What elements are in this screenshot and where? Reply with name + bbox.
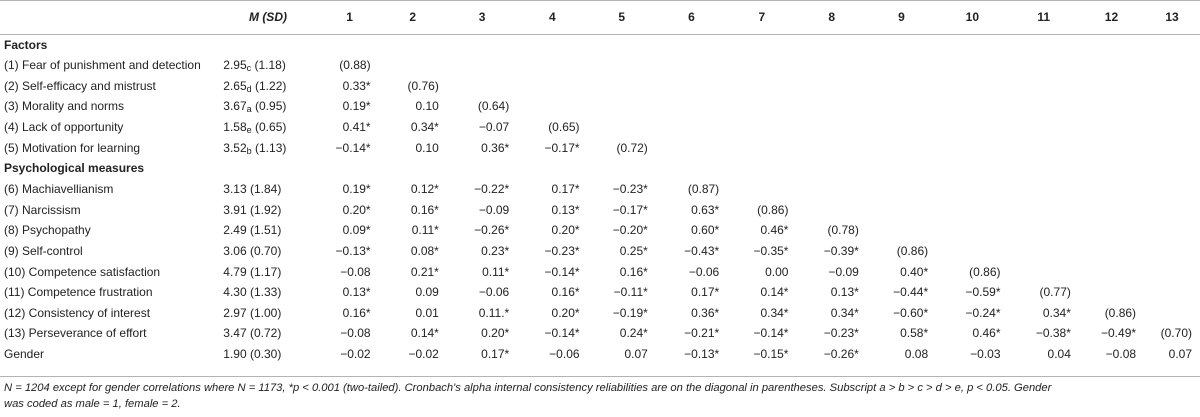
- correlation-cell: 0.16*: [551, 285, 580, 300]
- correlation-cell: [1144, 200, 1200, 221]
- row-mean-sd: [219, 241, 320, 262]
- correlation-cell: −0.23*: [544, 244, 580, 259]
- correlation-cell: [936, 55, 1008, 76]
- row-mean-subscript: e: [246, 125, 252, 136]
- correlation-cell: −0.26*: [474, 223, 510, 238]
- header-col-7: 7: [758, 10, 766, 24]
- correlation-cell: −0.08: [1105, 347, 1137, 362]
- table-row: [0, 179, 1200, 200]
- correlation-cell: [1144, 220, 1200, 241]
- header-col-11: 11: [1037, 10, 1051, 24]
- correlation-cell: −0.11*: [613, 285, 648, 300]
- header-col-4: 4: [549, 10, 556, 24]
- section-heading-psych: Psychological measures: [4, 161, 145, 176]
- correlation-cell: 0.16*: [619, 264, 648, 279]
- correlation-cell: 0.46*: [972, 326, 1001, 341]
- correlation-cell: −0.60*: [893, 305, 929, 320]
- correlation-cell: [796, 96, 866, 117]
- header-col-10: 10: [965, 10, 979, 24]
- header-col-2: 2: [409, 10, 417, 24]
- correlation-cell: [867, 137, 936, 158]
- correlation-cell: [1079, 220, 1144, 241]
- row-mean: 1.90: [223, 347, 247, 362]
- correlation-cell: 0.41*: [342, 120, 371, 135]
- correlation-cell: 0.09*: [342, 223, 371, 238]
- correlation-cell: 0.04: [1047, 347, 1071, 362]
- correlation-cell: 0.17*: [481, 347, 510, 362]
- row-mean: 2.95: [223, 58, 247, 73]
- row-label: (13) Perseverance of effort: [4, 326, 147, 341]
- correlation-cell: 0.00: [765, 264, 789, 279]
- correlation-cell: [1009, 200, 1079, 221]
- correlation-cell: (0.86): [896, 244, 929, 259]
- row-mean: 3.06: [223, 244, 247, 259]
- row-sd: (0.70): [250, 244, 282, 259]
- correlation-cell: 0.01: [415, 305, 439, 320]
- correlation-cell: −0.24*: [965, 305, 1001, 320]
- row-sd: (1.17): [250, 264, 282, 279]
- correlation-cell: [1009, 137, 1079, 158]
- correlation-cell: 0.33*: [342, 78, 371, 93]
- correlation-cell: [1009, 179, 1079, 200]
- correlation-cell: [867, 200, 936, 221]
- correlation-cell: (0.87): [687, 182, 720, 197]
- table-row: [0, 261, 1200, 282]
- row-mean-sd: [219, 179, 320, 200]
- table-row: [0, 323, 1200, 344]
- correlation-cell: [1144, 96, 1200, 117]
- correlation-cell: −0.22*: [474, 182, 510, 197]
- correlation-cell: −0.14*: [335, 140, 371, 155]
- row-mean-sd: [219, 344, 320, 365]
- header-col-6: 6: [688, 10, 695, 24]
- correlation-cell: −0.59*: [965, 285, 1001, 300]
- row-sd: (1.00): [250, 305, 282, 320]
- correlation-cell: 0.36*: [691, 305, 720, 320]
- row-label: (7) Narcissism: [4, 202, 81, 217]
- row-sd: (1.22): [255, 78, 287, 93]
- row-mean: 3.91: [223, 202, 247, 217]
- header-col-1: 1: [346, 10, 353, 24]
- correlation-cell: −0.23*: [823, 326, 859, 341]
- row-sd: (0.95): [255, 99, 287, 114]
- table-row: [0, 96, 1200, 117]
- correlation-cell: [656, 137, 727, 158]
- footnote-line-2: was coded as male = 1, female = 2.: [4, 398, 181, 410]
- correlation-cell: 0.46*: [760, 223, 789, 238]
- correlation-cell: [867, 179, 936, 200]
- correlation-cell: [936, 137, 1008, 158]
- table-row: [0, 220, 1200, 241]
- correlation-cell: −0.13*: [335, 244, 371, 259]
- correlation-cell: [1144, 137, 1200, 158]
- correlation-cell: 0.16*: [342, 305, 371, 320]
- correlation-cell: −0.09: [478, 202, 510, 217]
- row-mean: 3.52: [223, 140, 247, 155]
- correlation-cell: [796, 137, 866, 158]
- row-label: Gender: [4, 347, 45, 362]
- correlation-cell: 0.24*: [619, 326, 648, 341]
- correlation-cell: [1079, 261, 1144, 282]
- correlation-cell: 0.19*: [342, 182, 371, 197]
- correlation-cell: 0.20*: [481, 326, 510, 341]
- correlation-cell: 0.23*: [481, 244, 510, 259]
- correlation-cell: [1144, 282, 1200, 303]
- correlation-cell: 0.40*: [900, 264, 929, 279]
- correlation-cell: [796, 117, 866, 138]
- correlation-cell: (0.86): [969, 264, 1001, 279]
- correlation-cell: [727, 179, 796, 200]
- correlation-cell: 0.13*: [342, 285, 371, 300]
- correlation-cell: [1009, 117, 1079, 138]
- table-row: [0, 241, 1200, 262]
- correlation-cell: [727, 55, 796, 76]
- table-row: [0, 55, 1200, 76]
- correlation-cell: [656, 76, 727, 97]
- row-mean-sd: [219, 55, 320, 76]
- correlation-cell: [1144, 303, 1200, 324]
- correlation-cell: [447, 55, 517, 76]
- correlation-cell: 0.34*: [410, 120, 439, 135]
- correlation-cell: [656, 96, 727, 117]
- footnote-line-1: N = 1204 except for gender correlations where N = 1173, *p < 0.001 (two-tailed). Cronbach's alpha internal consistency reliabilities are on the diagonal in parentheses. Subscript a > b > c > d > e, p < 0.05. Gender: [4, 382, 1052, 394]
- table-row: [0, 282, 1200, 303]
- correlation-cell: [1144, 76, 1200, 97]
- correlation-cell: [1144, 117, 1200, 138]
- row-label: (12) Consistency of interest: [4, 305, 151, 320]
- correlation-cell: [1009, 96, 1079, 117]
- correlation-cell: −0.26*: [823, 347, 859, 362]
- row-label: (3) Morality and norms: [4, 99, 125, 114]
- row-mean-subscript: b: [246, 145, 252, 156]
- correlation-cell: [1079, 117, 1144, 138]
- header-col-5: 5: [618, 10, 626, 24]
- correlation-cell: −0.20*: [612, 223, 648, 238]
- correlation-cell: 0.16*: [410, 202, 439, 217]
- correlation-cell: 0.14*: [410, 326, 439, 341]
- correlation-cell: [1009, 261, 1079, 282]
- correlation-cell: −0.38*: [1035, 326, 1071, 341]
- correlation-cell: [796, 55, 866, 76]
- row-mean: 3.67: [223, 99, 247, 114]
- correlation-cell: [796, 200, 866, 221]
- correlation-cell: [1079, 55, 1144, 76]
- correlation-cell: 0.10: [415, 140, 439, 155]
- correlation-cell: [1144, 55, 1200, 76]
- row-mean-sd: [219, 323, 320, 344]
- correlation-cell: [1079, 200, 1144, 221]
- correlation-cell: 0.19*: [342, 99, 371, 114]
- correlation-cell: [1009, 76, 1079, 97]
- correlation-cell: −0.06: [478, 285, 510, 300]
- correlation-cell: −0.17*: [544, 140, 580, 155]
- row-mean-subscript: d: [246, 83, 252, 94]
- correlation-cell: [1079, 76, 1144, 97]
- table-row: [0, 303, 1200, 324]
- correlation-cell: −0.19*: [612, 305, 648, 320]
- correlation-cell: [867, 96, 936, 117]
- header-col-9: 9: [898, 10, 905, 24]
- section-row-psych: [0, 158, 1200, 179]
- correlation-cell: 0.63*: [691, 202, 720, 217]
- correlation-cell: [1009, 241, 1079, 262]
- header-col-8: 8: [828, 10, 835, 24]
- correlation-cell: 0.13*: [830, 285, 859, 300]
- row-sd: (1.13): [255, 140, 287, 155]
- correlation-cell: −0.07: [478, 120, 510, 135]
- row-sd: (0.30): [250, 347, 282, 362]
- correlation-cell: 0.08: [904, 347, 929, 362]
- row-label: (9) Self-control: [4, 244, 83, 259]
- correlation-cell: 0.58*: [900, 326, 929, 341]
- correlation-cell: −0.08: [340, 326, 371, 341]
- correlation-cell: (0.76): [407, 78, 439, 93]
- correlation-cell: 0.07: [624, 347, 648, 362]
- row-mean-sd: [219, 76, 320, 97]
- row-mean-sd: [219, 96, 320, 117]
- section-heading-factors: Factors: [4, 37, 48, 52]
- row-mean-sd: [219, 200, 320, 221]
- row-mean: 3.13: [223, 182, 247, 197]
- header-col-3: 3: [478, 10, 486, 24]
- row-mean: 4.30: [223, 285, 247, 300]
- correlation-cell: [936, 96, 1008, 117]
- row-label: (5) Motivation for learning: [4, 140, 141, 155]
- correlation-cell: [796, 179, 866, 200]
- row-mean: 2.97: [223, 305, 247, 320]
- correlation-cell: −0.39*: [823, 244, 859, 259]
- row-label: (4) Lack of opportunity: [4, 120, 124, 135]
- row-mean-sd: [219, 303, 320, 324]
- correlation-cell: −0.44*: [893, 285, 929, 300]
- table-row: [0, 137, 1200, 158]
- row-label: (6) Machiavellianism: [4, 182, 114, 197]
- correlation-cell: (0.88): [339, 58, 371, 73]
- correlation-cell: [517, 96, 587, 117]
- correlation-cell: [1079, 96, 1144, 117]
- correlation-cell: 0.20*: [342, 202, 371, 217]
- row-sd: (1.92): [250, 202, 282, 217]
- row-label: (8) Psychopathy: [4, 223, 91, 238]
- correlation-cell: 0.07: [1168, 347, 1192, 362]
- correlation-cell: −0.14*: [544, 326, 580, 341]
- correlation-cell: [936, 179, 1008, 200]
- correlation-cell: 0.36*: [481, 140, 510, 155]
- correlation-cell: (0.72): [616, 140, 648, 155]
- correlation-cell: −0.08: [340, 264, 371, 279]
- correlation-cell: [867, 55, 936, 76]
- correlation-cell: [656, 55, 727, 76]
- correlation-cell: 0.11.*: [478, 305, 510, 320]
- correlation-cell: [1144, 241, 1200, 262]
- correlation-cell: −0.15*: [753, 347, 789, 362]
- correlation-cell: [867, 220, 936, 241]
- correlation-cell: −0.35*: [753, 244, 789, 259]
- correlation-cell: [1144, 261, 1200, 282]
- correlation-cell: −0.02: [408, 347, 439, 362]
- correlation-cell: 0.08*: [410, 244, 439, 259]
- correlation-cell: [796, 76, 866, 97]
- table-footnote: [4, 380, 1194, 412]
- correlation-cell: 0.20*: [551, 305, 580, 320]
- correlation-cell: 0.17*: [551, 182, 580, 197]
- correlation-cell: 0.25*: [619, 244, 648, 259]
- correlation-cell: [1009, 220, 1079, 241]
- row-sd: (1.18): [254, 58, 286, 73]
- row-mean-sd: [219, 282, 320, 303]
- correlation-cell: 0.14*: [760, 285, 789, 300]
- table-row: [0, 344, 1200, 365]
- correlation-cell: [727, 76, 796, 97]
- row-mean-sd: [219, 261, 320, 282]
- correlation-cell: −0.09: [828, 264, 859, 279]
- correlation-cell: [588, 96, 656, 117]
- correlation-cell: [1079, 137, 1144, 158]
- row-sd: (1.84): [250, 182, 282, 197]
- correlation-cell: [517, 55, 587, 76]
- correlation-cell: [1079, 282, 1144, 303]
- correlation-cell: [1144, 179, 1200, 200]
- section-row-factors: [0, 34, 1200, 55]
- correlation-cell: [867, 76, 936, 97]
- row-mean: 1.58: [223, 120, 247, 135]
- table-row: [0, 200, 1200, 221]
- correlation-cell: (0.78): [827, 223, 859, 238]
- correlation-cell: [656, 117, 727, 138]
- correlation-cell: [588, 55, 656, 76]
- correlation-cell: 0.20*: [551, 223, 580, 238]
- correlation-cell: (0.64): [477, 99, 510, 114]
- correlation-cell: [936, 117, 1008, 138]
- table-row: [0, 117, 1200, 138]
- correlation-cell: [727, 137, 796, 158]
- correlation-cell: [379, 55, 447, 76]
- row-mean: 3.47: [223, 326, 247, 341]
- correlation-cell: −0.43*: [684, 244, 720, 259]
- table-body: [0, 34, 1200, 364]
- row-mean-sd: [219, 220, 320, 241]
- correlation-cell: (0.65): [548, 120, 580, 135]
- correlation-cell: 0.34*: [830, 305, 859, 320]
- correlation-cell: [727, 96, 796, 117]
- correlation-cell: −0.06: [549, 347, 580, 362]
- row-mean: 2.49: [223, 223, 247, 238]
- correlation-cell: [867, 117, 936, 138]
- bottom-rule: [0, 376, 1200, 377]
- correlation-cell: −0.14*: [753, 326, 789, 341]
- correlation-cell: 0.60*: [691, 223, 720, 238]
- correlation-cell: 0.17*: [691, 285, 720, 300]
- correlation-cell: 0.11*: [482, 264, 510, 279]
- row-mean: 2.65: [223, 78, 247, 93]
- header-row: [0, 0, 1200, 34]
- header-msd: M (SD): [248, 10, 287, 24]
- correlation-cell: 0.11*: [411, 223, 439, 238]
- correlation-cell: −0.21*: [684, 326, 720, 341]
- row-label: (10) Competence satisfaction: [4, 264, 161, 279]
- row-label: (2) Self-efficacy and mistrust: [4, 78, 156, 93]
- correlation-cell: −0.06: [688, 264, 720, 279]
- correlation-cell: [588, 117, 656, 138]
- correlation-cell: −0.13*: [684, 347, 720, 362]
- correlation-cell: −0.02: [340, 347, 371, 362]
- row-sd: (1.33): [250, 285, 282, 300]
- header-blank: [0, 0, 219, 34]
- correlation-cell: [936, 76, 1008, 97]
- correlation-cell: [936, 241, 1008, 262]
- row-sd: (0.65): [255, 120, 287, 135]
- table-row: [0, 76, 1200, 97]
- row-mean: 4.79: [223, 264, 247, 279]
- correlation-cell: (0.86): [1104, 305, 1137, 320]
- correlation-cell: (0.86): [757, 202, 789, 217]
- row-mean-subscript: c: [246, 63, 252, 74]
- correlation-cell: 0.10: [415, 99, 439, 114]
- correlation-cell: [727, 117, 796, 138]
- row-label: (1) Fear of punishment and detection: [4, 58, 201, 73]
- correlation-cell: −0.17*: [612, 202, 648, 217]
- correlation-cell: [1009, 55, 1079, 76]
- correlation-cell: −0.49*: [1101, 326, 1137, 341]
- correlation-cell: [447, 76, 517, 97]
- correlation-cell: 0.34*: [1042, 305, 1071, 320]
- correlation-cell: [936, 220, 1008, 241]
- correlation-cell: −0.03: [970, 347, 1001, 362]
- correlation-cell: 0.13*: [551, 202, 580, 217]
- correlation-cell: 0.34*: [760, 305, 789, 320]
- correlation-cell: 0.12*: [410, 182, 439, 197]
- row-mean-sd: [219, 117, 320, 138]
- correlation-cell: [588, 76, 656, 97]
- row-mean-subscript: a: [246, 104, 252, 115]
- correlation-cell: [936, 200, 1008, 221]
- row-sd: (0.72): [250, 326, 282, 341]
- correlation-cell: −0.23*: [612, 182, 648, 197]
- row-sd: (1.51): [250, 223, 282, 238]
- header-col-13: 13: [1165, 10, 1179, 24]
- correlation-cell: −0.14*: [544, 264, 580, 279]
- correlation-cell: [517, 76, 587, 97]
- correlation-cell: (0.70): [1160, 326, 1192, 341]
- row-label: (11) Competence frustration: [4, 285, 153, 300]
- correlation-cell: 0.21*: [410, 264, 439, 279]
- correlation-cell: (0.77): [1039, 285, 1071, 300]
- row-mean-sd: [219, 137, 320, 158]
- correlation-cell: [1079, 179, 1144, 200]
- header-col-12: 12: [1104, 10, 1119, 24]
- correlation-cell: 0.09: [415, 285, 439, 300]
- correlation-cell: [1079, 241, 1144, 262]
